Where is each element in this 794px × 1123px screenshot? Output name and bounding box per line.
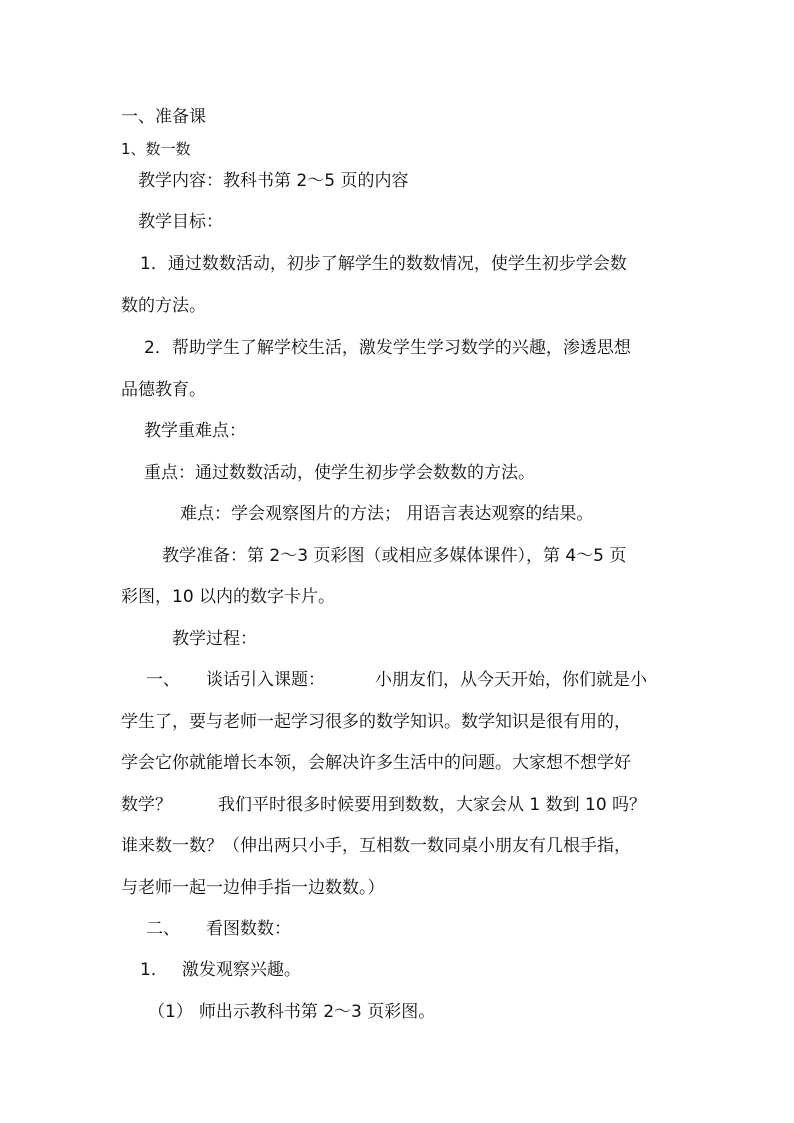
section-heading: 一、准备课 — [121, 107, 206, 127]
lesson-title: 1、数一数 — [121, 140, 191, 158]
step-1-heading — [146, 669, 647, 691]
step-1-text-question: 数学？ — [121, 795, 172, 815]
step-1-text-line-4 — [121, 794, 646, 816]
substep-1-a-number: （1） — [148, 1002, 193, 1022]
preparation-line-2: 彩图，10 以内的数字卡片。 — [121, 587, 336, 607]
substep-1-a-text: 师出示教科书第 2～3 页彩图。 — [198, 1002, 436, 1022]
key-point: 重点：通过数数活动，使学生初步学会数数的方法。 — [144, 463, 535, 483]
step-2-number: 二、 — [146, 919, 180, 939]
step-1-number: 一、 — [146, 670, 180, 690]
step-1-text-line-5: 谁来数一数？（伸出两只小手，互相数一数同桌小朋友有几根手指， — [121, 836, 631, 856]
step-2-title: 看图数数： — [206, 919, 291, 939]
substep-1 — [140, 959, 301, 981]
keypoints-label: 教学重难点： — [144, 421, 246, 441]
preparation-line-1: 教学准备：第 2～3 页彩图（或相应多媒体课件），第 4～5 页 — [162, 546, 627, 566]
objective-2-line-2: 品德教育。 — [121, 380, 206, 400]
difficult-point: 难点：学会观察图片的方法； 用语言表达观察的结果。 — [180, 504, 594, 524]
step-2-heading — [146, 918, 291, 940]
process-label: 教学过程： — [172, 629, 257, 649]
substep-1-a — [148, 1001, 435, 1023]
step-1-text-start: 小朋友们，从今天开始，你们就是小 — [375, 670, 647, 690]
objective-1-line-1: 1．通过数数活动，初步了解学生的数数情况，使学生初步学会数 — [140, 254, 627, 274]
objectives-label: 教学目标： — [138, 212, 223, 232]
substep-1-number: 1． — [140, 960, 168, 980]
step-1-text-line-3: 学会它你就能增长本领，会解决许多生活中的问题。大家想不想学好 — [121, 753, 631, 773]
teaching-content: 教学内容：教科书第 2～5 页的内容 — [138, 171, 409, 191]
step-1-text-line-6: 与老师一起一边伸手指一边数数。） — [121, 878, 385, 898]
objective-1-line-2: 数的方法。 — [121, 296, 206, 316]
step-1-text-count: 我们平时很多时候要用到数数，大家会从 1 数到 10 吗？ — [218, 795, 647, 815]
substep-1-text: 激发观察兴趣。 — [181, 960, 301, 980]
step-1-title: 谈话引入课题： — [206, 670, 325, 690]
step-1-text-line-2: 学生了，要与老师一起学习很多的数学知识。数学知识是很有用的， — [121, 712, 631, 732]
objective-2-line-1: 2．帮助学生了解学校生活，激发学生学习数学的兴趣，渗透思想 — [144, 338, 631, 358]
